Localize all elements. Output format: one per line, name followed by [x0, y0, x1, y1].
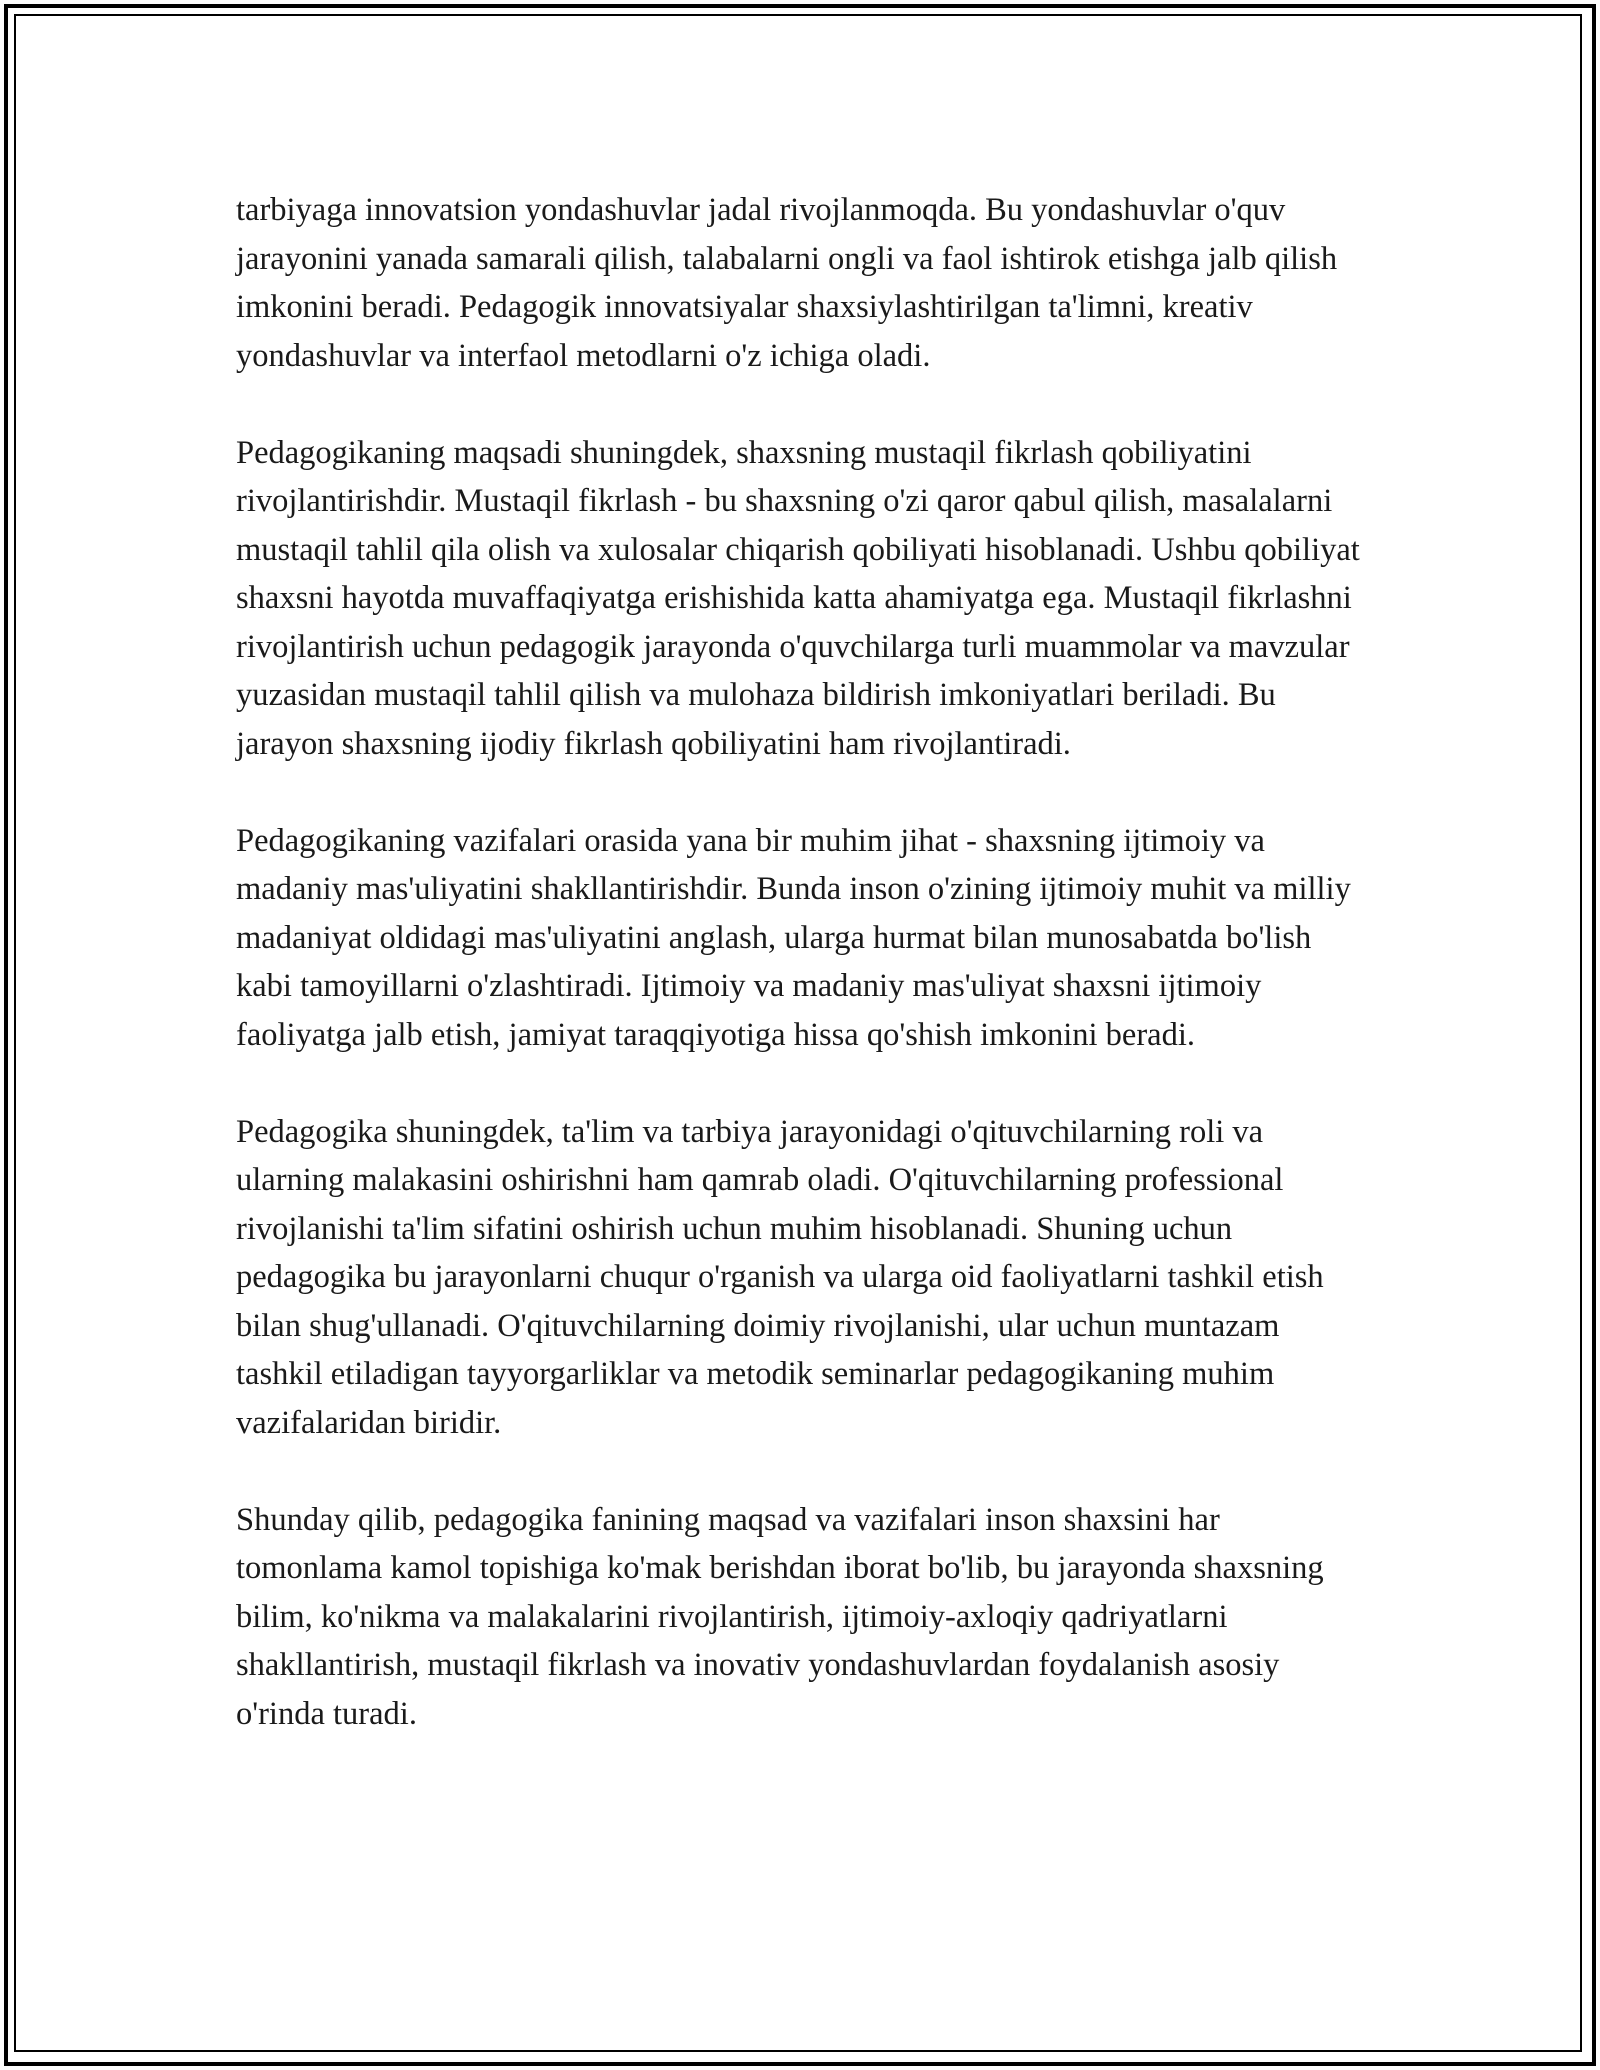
paragraph-independent-thinking: Pedagogikaning maqsadi shuningdek, shaxsning mustaqil fikrlash qobiliyatini rivojlantirishdir. Mustaqil fikrlash - bu shaxsning o'zi qaror qabul qilish, masalalarni mustaqil tahlil qila olish va xulosalar chiqarish qobiliyati hisoblanadi. Ushbu qobiliyat shaxsni hayotda muvaffaqiyatga erishishida katta ahamiyatga ega. Mustaqil fikrlashni rivojlantirish uchun pedagogik jarayonda o'quvchilarga turli muammolar va mavzular yuzasidan mustaqil tahlil qilish va mulohaza bildirish imkoniyatlari beriladi. Bu jarayon shaxsning ijodiy fikrlash qobiliyatini ham rivojlantiradi.: [236, 434, 1360, 762]
paragraph-conclusion: Shunday qilib, pedagogika fanining maqsad va vazifalari inson shaxsini har tomonlama kamol topishiga ko'mak berishdan iborat bo'lib, bu jarayonda shaxsning bilim, ko'nikma va malakalarini rivojlantirish, ijtimoiy-axloqiy qadriyatlarni shakllantirish, mustaqil fikrlash va inovativ yondashuvlardan foydalanish asosiy o'rinda turadi.: [236, 1501, 1324, 1732]
paragraph-teacher-development: Pedagogika shuningdek, ta'lim va tarbiya jarayonidagi o'qituvchilarning roli va ularning malakasini oshirishni ham qamrab oladi. O'qituvchilarning professional rivojlanishi ta'lim sifatini oshirish uchun muhim hisoblanadi. Shuning uchun pedagogika bu jarayonlarni chuqur o'rganish va ularga oid faoliyatlarni tashkil etish bilan shug'ullanadi. O'qituvchilarning doimiy rivojlanishi, ular uchun muntazam tashkil etiladigan tayyorgarliklar va metodik seminarlar pedagogikaning muhim vazifalaridan biridir.: [236, 1113, 1324, 1441]
document-body: [236, 186, 1366, 1738]
paragraph-social-responsibility: Pedagogikaning vazifalari orasida yana bir muhim jihat - shaxsning ijtimoiy va madaniy mas'uliyatini shakllantirishdir. Bunda inson o'zining ijtimoiy muhit va milliy madaniyat oldidagi mas'uliyatini anglash, ularga hurmat bilan munosabatda bo'lish kabi tamoyillarni o'zlashtiradi. Ijtimoiy va madaniy mas'uliyat shaxsni ijtimoiy faoliyatga jalb etish, jamiyat taraqqiyotiga hissa qo'shish imkonini beradi.: [236, 822, 1351, 1053]
paragraph-innovations: tarbiyaga innovatsion yondashuvlar jadal rivojlanmoqda. Bu yondashuvlar o'quv jarayonini yanada samarali qilish, talabalarni ongli va faol ishtirok etishga jalb qilish imkonini beradi. Pedagogik innovatsiyalar shaxsiylashtirilgan ta'limni, kreativ yondashuvlar va interfaol metodlarni o'z ichiga oladi.: [236, 192, 1338, 374]
